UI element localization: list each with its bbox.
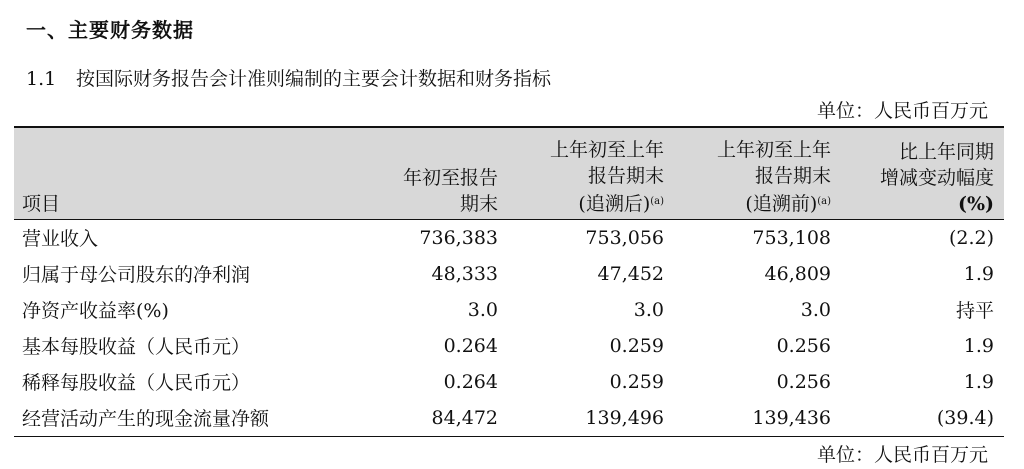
cell-prior-restated: 0.259 <box>609 334 664 357</box>
header-prior-period-original: 上年初至上年 报告期末 (追溯前)$^{(a)}$ <box>674 127 841 219</box>
cell-current: 736,383 <box>419 226 498 249</box>
table-row <box>14 256 1004 292</box>
unit-label-top: 单位：人民币百万元 <box>816 100 988 122</box>
cell-current: 84,472 <box>350 400 508 437</box>
table-header-row <box>14 127 1004 219</box>
cell-prior-restated: 139,496 <box>508 400 674 437</box>
table-row <box>14 219 1004 256</box>
cell-change: 持平 <box>955 300 994 322</box>
cell-prior-restated: 0.259 <box>609 370 664 393</box>
table-row <box>14 364 1004 400</box>
cell-prior-restated: 47,452 <box>597 262 664 285</box>
row-label: 基本每股收益（人民币元） <box>22 336 251 358</box>
cell-prior-original: 0.256 <box>776 370 831 393</box>
row-label: 营业收入 <box>22 228 99 250</box>
header-item: 项目 <box>14 127 350 219</box>
cell-current: 3.0 <box>467 298 498 321</box>
cell-change: 1.9 <box>963 262 994 285</box>
cell-current: 0.264 <box>443 370 498 393</box>
section-title: 一、主要财务数据 <box>26 18 194 42</box>
cell-change: (39.4) <box>841 400 1004 437</box>
cell-prior-original: 46,809 <box>764 262 831 285</box>
cell-current: 48,333 <box>431 262 498 285</box>
footnote-marker: (a) <box>650 195 664 207</box>
row-label: 归属于母公司股东的净利润 <box>22 264 251 286</box>
table-row <box>14 292 1004 328</box>
footnote-marker: (a) <box>817 195 831 207</box>
cell-change: (2.2) <box>948 226 994 249</box>
cell-prior-restated: 3.0 <box>633 298 664 321</box>
cell-change: 1.9 <box>963 334 994 357</box>
row-label: 净资产收益率(%) <box>22 300 169 322</box>
cell-prior-original: 753,108 <box>752 226 831 249</box>
subsection-number: 1.1 <box>26 68 57 90</box>
unit-label-bottom: 单位：人民币百万元 <box>816 444 988 466</box>
cell-prior-original: 3.0 <box>800 298 831 321</box>
cell-prior-restated: 753,056 <box>585 226 664 249</box>
cell-prior-original: 0.256 <box>776 334 831 357</box>
cell-prior-original: 139,436 <box>674 400 841 437</box>
header-current-period: 年初至报告 期末 <box>350 127 508 219</box>
header-change-percent: 比上年同期 增减变动幅度 (%) <box>841 127 1004 219</box>
header-prior-period-restated: 上年初至上年 报告期末 (追溯后)$^{(a)}$ <box>508 127 674 219</box>
financial-data-table <box>14 126 1004 437</box>
row-label: 稀释每股收益（人民币元） <box>22 372 251 394</box>
row-label: 经营活动产生的现金流量净额 <box>14 400 350 437</box>
subsection-title: 按国际财务报告会计准则编制的主要会计数据和财务指标 <box>76 68 552 90</box>
table-row <box>14 400 1004 437</box>
cell-change: 1.9 <box>963 370 994 393</box>
subsection-heading <box>26 64 551 91</box>
cell-current: 0.264 <box>443 334 498 357</box>
table-row <box>14 328 1004 364</box>
